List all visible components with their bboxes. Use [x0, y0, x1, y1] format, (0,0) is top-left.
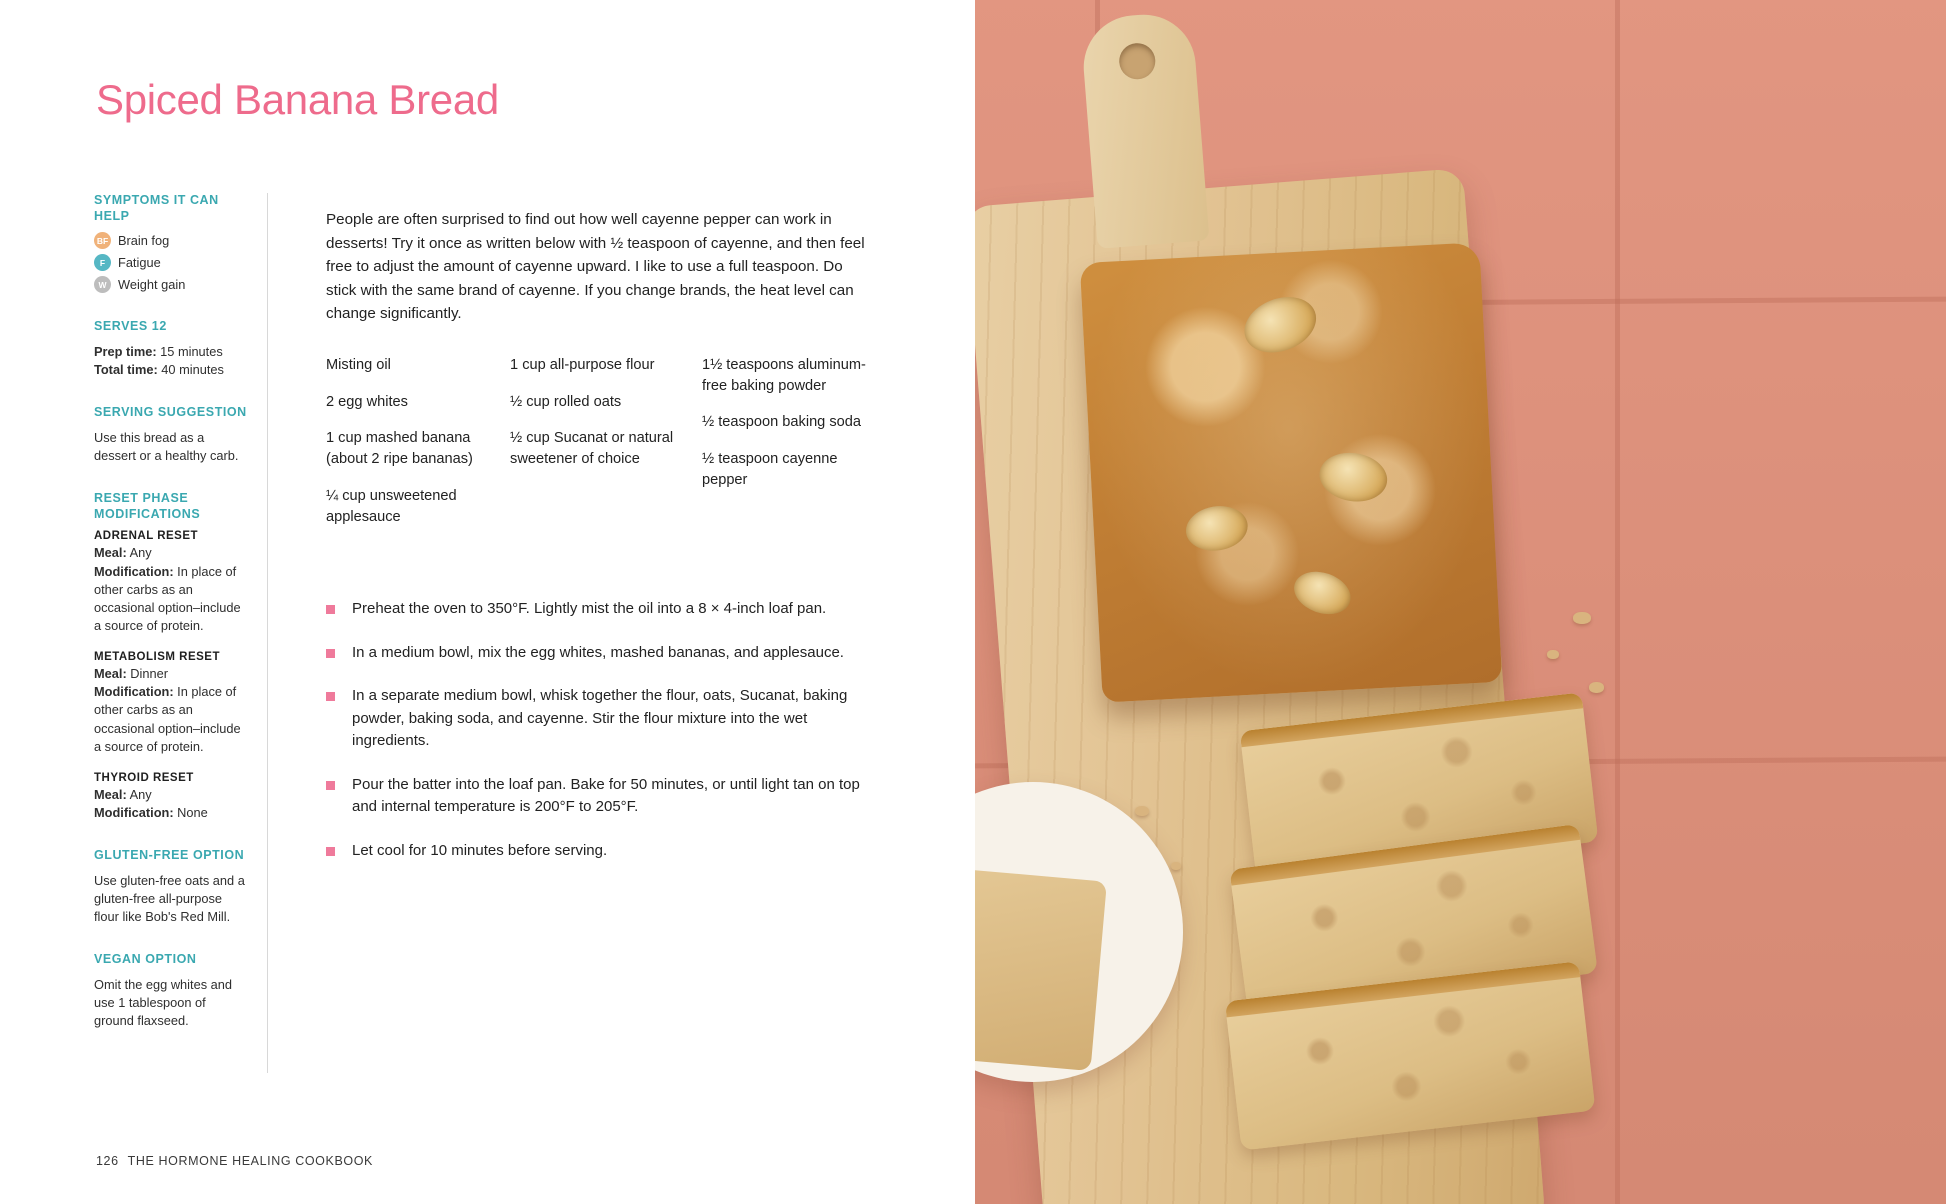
- page-number: 126: [96, 1154, 119, 1168]
- instruction-step: [326, 840, 886, 863]
- brain-fog-badge-icon: BF: [94, 232, 111, 249]
- reset-mod-label: Modification:: [94, 684, 174, 700]
- instruction-text: In a separate medium bowl, whisk together the flour, oats, Sucanat, baking powder, baking soda, and cayenne. Stir the flour mixture into the wet ingredients.: [352, 687, 848, 749]
- serving-suggestion-heading: SERVING SUGGESTION: [94, 405, 247, 420]
- serves-heading: SERVES 12: [94, 319, 167, 334]
- reset-meal: [94, 665, 249, 683]
- ingredient-item: Misting oil: [326, 357, 391, 373]
- symptoms-section: [94, 193, 249, 293]
- gluten-free-text: Use gluten-free oats and a gluten-free all-purpose flour like Bob's Red Mill.: [94, 872, 245, 925]
- page-title: Spiced Banana Bread: [96, 76, 499, 124]
- instruction-step: [326, 774, 886, 819]
- ingredient-item: ½ cup rolled oats: [510, 393, 622, 410]
- symptom-item-fatigue: [94, 254, 249, 271]
- instruction-text: Let cool for 10 minutes before serving.: [352, 841, 608, 859]
- ingredient-item: ½ teaspoon cayenne pepper: [701, 451, 838, 488]
- instruction-text: In a medium bowl, mix the egg whites, mashed bananas, and applesauce.: [352, 643, 844, 661]
- book-title: THE HORMONE HEALING COOKBOOK: [127, 1154, 373, 1168]
- ingredients-column-2: [510, 355, 702, 543]
- ingredient-item: ½ teaspoon baking soda: [701, 414, 862, 431]
- reset-adrenal: [94, 530, 249, 635]
- serving-suggestion-text: Use this bread as a dessert or a healthy carb.: [94, 429, 239, 463]
- symptoms-heading: SYMPTOMS IT CAN HELP: [94, 193, 219, 223]
- banana-bread-loaf: [1080, 242, 1502, 702]
- instructions-list: [326, 598, 886, 883]
- serving-suggestion-section: [94, 405, 249, 465]
- gluten-free-heading: GLUTEN-FREE OPTION: [94, 848, 245, 863]
- reset-meal-value: Dinner: [126, 666, 168, 682]
- crumb: [1171, 862, 1181, 870]
- weight-gain-badge-icon: W: [94, 276, 111, 293]
- vegan-section: [94, 952, 249, 1030]
- reset-meal-label: Meal:: [94, 545, 127, 561]
- reset-meal-value: Any: [126, 786, 152, 802]
- total-time-label: Total time:: [94, 362, 158, 378]
- bullet-icon: [326, 781, 335, 790]
- reset-modification: [94, 804, 249, 822]
- ingredients-list: [326, 355, 886, 543]
- reset-modification: [94, 563, 249, 636]
- reset-mod-label: Modification:: [94, 805, 174, 821]
- serves-section: [94, 319, 249, 379]
- fatigue-badge-icon: F: [94, 254, 111, 271]
- reset-mod-value: None: [173, 805, 208, 821]
- ingredient-item: 1 cup all-purpose flour: [510, 357, 655, 373]
- reset-phase-heading: RESET PHASE MODIFICATIONS: [94, 491, 201, 521]
- board-handle: [1080, 11, 1210, 249]
- symptom-label: Weight gain: [118, 277, 186, 293]
- crumb: [1135, 806, 1149, 816]
- reset-phase-section: [94, 491, 249, 822]
- instruction-step: [326, 598, 886, 621]
- symptom-item-brain-fog: [94, 232, 249, 249]
- ingredient-item: 1½ teaspoons aluminum-free baking powder: [701, 357, 866, 394]
- reset-modification: [94, 683, 249, 756]
- ingredient-item: 2 egg whites: [326, 393, 408, 410]
- prep-time: [94, 343, 249, 361]
- second-plate-bread: [975, 867, 1107, 1071]
- total-time: [94, 361, 249, 379]
- reset-metabolism: [94, 651, 249, 756]
- reset-name: THYROID RESET: [94, 771, 194, 784]
- crumb: [1589, 682, 1604, 693]
- sidebar: [94, 193, 268, 1073]
- instruction-step: [326, 642, 886, 665]
- reset-meal-label: Meal:: [94, 786, 127, 802]
- ingredients-column-3: [702, 355, 886, 543]
- crumb: [1573, 612, 1591, 624]
- ingredient-item: ½ cup Sucanat or natural sweetener of choice: [510, 430, 674, 468]
- vegan-text: Omit the egg whites and use 1 tablespoon of ground flaxseed.: [94, 976, 232, 1029]
- total-time-value: 40 minutes: [157, 362, 224, 378]
- bullet-icon: [326, 692, 335, 701]
- prep-time-value: 15 minutes: [156, 343, 223, 359]
- gluten-free-section: [94, 848, 249, 926]
- tile-grout-line: [1615, 0, 1620, 1204]
- instruction-text: Pour the batter into the loaf pan. Bake for 50 minutes, or until light tan on top and internal temperature is 200°F to 205°F.: [352, 775, 860, 815]
- instruction-step: [326, 685, 886, 753]
- reset-name: METABOLISM RESET: [94, 651, 220, 664]
- ingredient-item: ¼ cup unsweetened applesauce: [326, 487, 457, 525]
- crumb: [1547, 650, 1559, 659]
- symptom-item-weight-gain: [94, 276, 249, 293]
- bullet-icon: [326, 605, 335, 614]
- recipe-photo: [975, 0, 1946, 1204]
- reset-mod-value: In place of other carbs as an occasional option–include a source of protein.: [94, 684, 241, 754]
- reset-meal-label: Meal:: [94, 666, 127, 682]
- page-footer: [96, 1154, 373, 1168]
- recipe-intro: People are often surprised to find out how well cayenne pepper can work in desserts! Try it once as written below with ½ teaspoon of cayenne, and then feel free to adjust the amount of cayenne upward. I like to use a full teaspoon. Do stick with the same brand of cayenne. If you change brands, the heat level can change significantly.: [326, 211, 865, 323]
- instruction-text: Preheat the oven to 350°F. Lightly mist the oil into a 8 × 4-inch loaf pan.: [352, 600, 827, 617]
- reset-mod-label: Modification:: [94, 563, 174, 579]
- prep-time-label: Prep time:: [94, 343, 157, 359]
- ingredient-item: 1 cup mashed banana (about 2 ripe bananas): [326, 430, 473, 468]
- reset-mod-value: In place of other carbs as an occasional option–include a source of protein.: [94, 563, 241, 633]
- reset-name: ADRENAL RESET: [94, 530, 199, 543]
- symptom-label: Fatigue: [118, 255, 161, 271]
- vegan-heading: VEGAN OPTION: [94, 952, 197, 967]
- reset-thyroid: [94, 772, 249, 822]
- reset-meal-value: Any: [126, 545, 152, 561]
- bullet-icon: [326, 649, 335, 658]
- ingredients-column-1: [326, 355, 510, 543]
- symptom-label: Brain fog: [118, 233, 170, 249]
- reset-meal: [94, 544, 249, 562]
- reset-meal: [94, 786, 249, 804]
- board-handle-hole: [1118, 42, 1157, 81]
- bullet-icon: [326, 847, 335, 856]
